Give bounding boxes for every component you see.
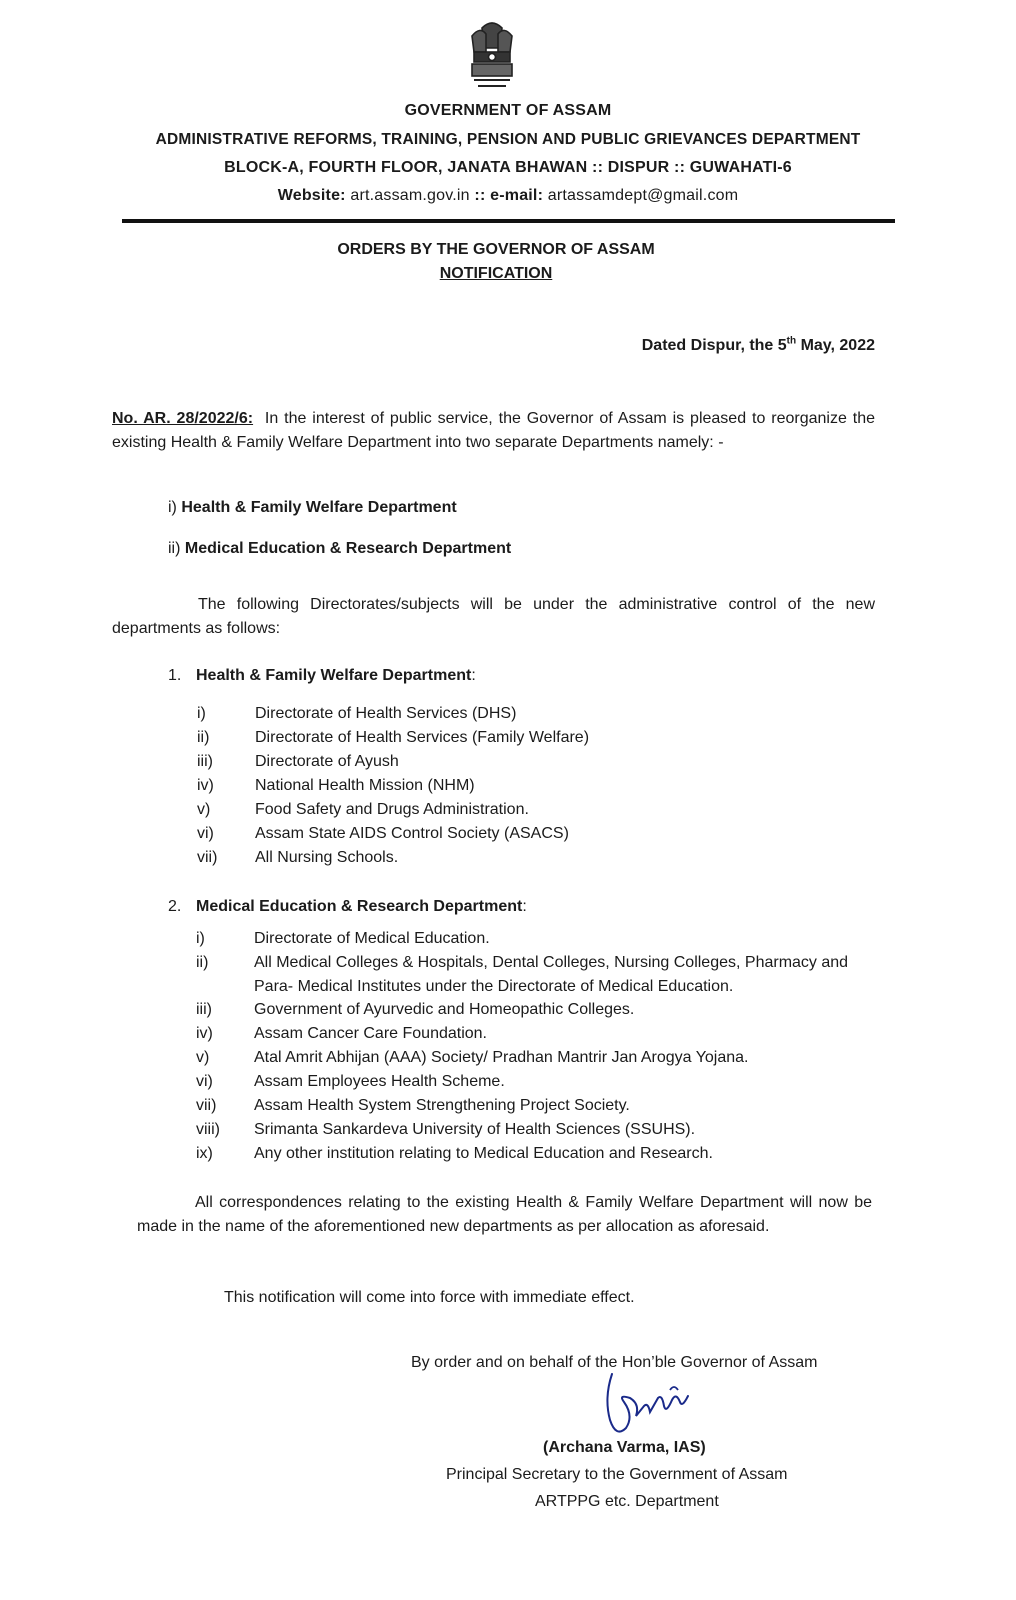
list-item bbox=[197, 726, 897, 750]
list-item bbox=[196, 1070, 896, 1094]
list-item-num: vii) bbox=[196, 1097, 217, 1114]
list-item bbox=[197, 774, 897, 798]
date-suffix-sup: th bbox=[786, 335, 797, 347]
list-item-num: ii) bbox=[196, 954, 209, 971]
department-2-num: ii) bbox=[168, 540, 181, 557]
list-item-text: Atal Amrit Abhijan (AAA) Society/ Pradhan Mantrir Jan Arogya Yojana. bbox=[254, 1049, 749, 1066]
website-label: Website: bbox=[277, 187, 346, 204]
date-prefix: Dated Dispur, the 5 bbox=[641, 337, 787, 354]
office-address: BLOCK-A, FOURTH FLOOR, JANATA BHAWAN :: DISPUR :: GUWAHATI-6 bbox=[224, 159, 792, 176]
list-item-text: Assam Health System Strengthening Project Society. bbox=[254, 1097, 630, 1114]
list-item bbox=[196, 1022, 896, 1046]
email-label: e-mail: bbox=[490, 187, 544, 204]
list-item bbox=[197, 846, 897, 870]
list-item-text: Assam Employees Health Scheme. bbox=[254, 1073, 505, 1090]
list-item bbox=[196, 1046, 896, 1070]
list-item-num: vii) bbox=[197, 849, 218, 866]
list-item-num: viii) bbox=[196, 1121, 220, 1138]
list-item-text: All Medical Colleges & Hospitals, Dental Colleges, Nursing Colleges, Pharmacy and Para- Medical Institutes under the Directorate of Medical Education. bbox=[254, 954, 849, 995]
correspondence-paragraph: All correspondences relating to the existing Health & Family Welfare Department will now be made in the name of the aforementioned new departments as per allocation as aforesaid. bbox=[137, 1194, 872, 1235]
list-item-num: v) bbox=[196, 1049, 210, 1066]
list-item-text: Assam State AIDS Control Society (ASACS) bbox=[255, 825, 569, 842]
list-item-num: vi) bbox=[197, 825, 214, 842]
list-item-num: iii) bbox=[197, 753, 213, 770]
section-1-colon: : bbox=[471, 667, 476, 684]
orders-heading: ORDERS BY THE GOVERNOR OF ASSAM bbox=[337, 241, 655, 258]
letterhead-divider bbox=[122, 219, 895, 223]
list-item-num: vi) bbox=[196, 1073, 213, 1090]
list-item bbox=[196, 1142, 896, 1166]
list-item-num: iv) bbox=[197, 777, 214, 794]
list-item-num: ix) bbox=[196, 1145, 213, 1162]
date-suffix: May, 2022 bbox=[796, 337, 875, 354]
email-link[interactable]: artassamdept@gmail.com bbox=[547, 187, 739, 204]
section-2-title: Medical Education & Research Department bbox=[196, 898, 523, 915]
list-item-num: ii) bbox=[197, 729, 210, 746]
signatory-designation: Principal Secretary to the Government of Assam bbox=[446, 1466, 788, 1483]
govt-name: GOVERNMENT OF ASSAM bbox=[404, 102, 612, 119]
list-item-num: iii) bbox=[196, 1001, 212, 1018]
department-1-num: i) bbox=[168, 499, 177, 516]
list-item-text: Srimanta Sankardeva University of Health Sciences (SSUHS). bbox=[254, 1121, 696, 1138]
list-item-text: Directorate of Health Services (Family Welfare) bbox=[255, 729, 590, 746]
following-paragraph: The following Directorates/subjects will be under the administrative control of the new departments as follows: bbox=[112, 596, 875, 637]
department-1-name: Health & Family Welfare Department bbox=[181, 499, 457, 516]
section-1-list bbox=[197, 702, 897, 870]
list-item bbox=[196, 1118, 896, 1142]
section-1-title: Health & Family Welfare Department bbox=[196, 667, 472, 684]
section-1-num: 1. bbox=[168, 667, 182, 684]
list-item-text: Directorate of Medical Education. bbox=[254, 930, 490, 947]
section-2-list bbox=[196, 927, 896, 1166]
section-2-num: 2. bbox=[168, 898, 182, 915]
list-item-num: i) bbox=[196, 930, 205, 947]
list-item-text: Food Safety and Drugs Administration. bbox=[255, 801, 529, 818]
department-2 bbox=[168, 537, 511, 561]
list-item-num: v) bbox=[197, 801, 211, 818]
notification-heading: NOTIFICATION bbox=[439, 265, 553, 282]
list-item-num: iv) bbox=[196, 1025, 213, 1042]
reference-number: No. AR. 28/2022/6: bbox=[112, 410, 254, 427]
list-item-text: Directorate of Health Services (DHS) bbox=[255, 705, 517, 722]
list-item-text: Directorate of Ayush bbox=[255, 753, 399, 770]
by-order-line: By order and on behalf of the Hon’ble Governor of Assam bbox=[411, 1354, 818, 1371]
list-item bbox=[196, 1094, 896, 1118]
effect-paragraph: This notification will come into force with immediate effect. bbox=[224, 1289, 635, 1306]
list-item-text: National Health Mission (NHM) bbox=[255, 777, 475, 794]
signatory-name: (Archana Varma, IAS) bbox=[543, 1439, 706, 1456]
list-item-text: Any other institution relating to Medical Education and Research. bbox=[254, 1145, 713, 1162]
signatory-department: ARTPPG etc. Department bbox=[535, 1493, 719, 1510]
intro-paragraph bbox=[112, 407, 875, 455]
department-name: ADMINISTRATIVE REFORMS, TRAINING, PENSION AND PUBLIC GRIEVANCES DEPARTMENT bbox=[155, 131, 861, 148]
list-item bbox=[197, 750, 897, 774]
section-1-heading bbox=[168, 664, 476, 688]
list-item-num: i) bbox=[197, 705, 206, 722]
section-2-heading bbox=[168, 895, 527, 919]
website-link[interactable]: art.assam.gov.in bbox=[350, 187, 470, 204]
department-1 bbox=[168, 496, 457, 520]
list-item-text: Government of Ayurvedic and Homeopathic Colleges. bbox=[254, 1001, 635, 1018]
list-item bbox=[196, 998, 896, 1022]
contact-separator: :: bbox=[474, 187, 486, 204]
notification-date bbox=[642, 337, 875, 355]
list-item-text: All Nursing Schools. bbox=[255, 849, 399, 866]
contact-line bbox=[0, 187, 1016, 205]
department-2-name: Medical Education & Research Department bbox=[184, 540, 512, 557]
list-item bbox=[197, 822, 897, 846]
state-emblem-icon bbox=[460, 18, 524, 94]
intro-text: In the interest of public service, the Governor of Assam is pleased to reorganize the existing Health & Family Welfare Department into two separate Departments namely: - bbox=[112, 410, 876, 451]
section-2-colon: : bbox=[522, 898, 527, 915]
list-item-text: Assam Cancer Care Foundation. bbox=[254, 1025, 487, 1042]
list-item bbox=[197, 798, 897, 822]
list-item bbox=[196, 951, 896, 998]
list-item bbox=[197, 702, 897, 726]
list-item bbox=[196, 927, 896, 951]
